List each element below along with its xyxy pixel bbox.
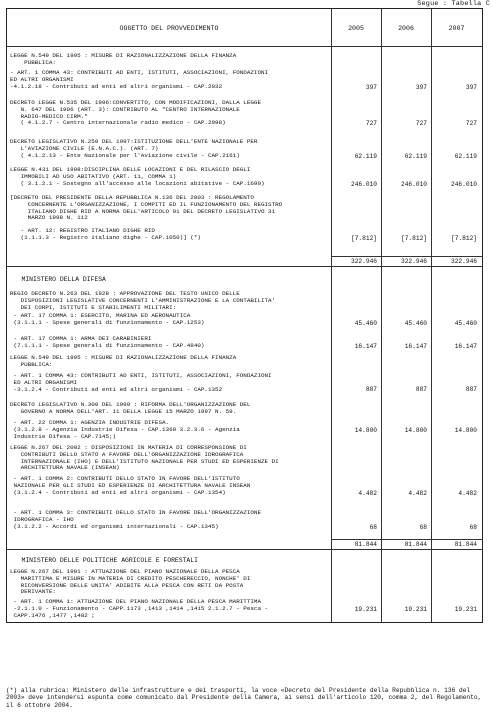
row-value: [7.812] <box>451 235 477 242</box>
row-value: 397 <box>415 84 427 91</box>
ministry-heading: MINISTERO DELLA DIFESA <box>10 276 106 283</box>
col-divider <box>431 9 432 622</box>
row-value: 45.460 <box>454 320 477 327</box>
row-value: 68 <box>369 524 377 531</box>
row-text: LEGGE N.549 DEL 1995 : MISURE DI RAZIONALIZZAZIONE DELLA FINANZA PUBBLICA: <box>10 354 237 368</box>
row-value: 16.147 <box>404 343 427 350</box>
row-value: 19.231 <box>404 606 427 613</box>
ministry-heading: MINISTERO DELLE POLITICHE AGRICOLE E FORESTALI <box>10 557 198 564</box>
appropriations-table <box>6 8 483 623</box>
row-value: 14.800 <box>454 427 477 434</box>
row-text: DECRETO LEGISLATIVO N.300 DEL 1999 : RIFORMA DELL'ORGANIZZAZIONE DEL GOVERNO A NORMA DELL'ART. 11 DELLA LEGGE 15 MARZO 1997 N. 59. <box>10 401 251 415</box>
section-rule <box>7 266 482 267</box>
row-value: 16.147 <box>354 343 377 350</box>
row-text: - ART. 17 COMMA 1: ARMA DEI CARABINIERI (7.1.1.1 - Spese generali di funzionamento - CAP.4840) <box>13 335 205 349</box>
row-value: 16.147 <box>454 343 477 350</box>
row-text: LEGGE N.431 DEL 1998:DISCIPLINA DELLE LOCAZIONI E DEL RILASCIO DEGLI IMMOBILI AD USO ABITATIVO (ART. 11, COMMA 1) ( 3.1.2.1 - Sostegno all'accesso alle locazioni abitative - CAP.1690) <box>10 166 265 187</box>
row-value: 14.800 <box>404 427 427 434</box>
row-value: 4.482 <box>408 490 427 497</box>
row-text: DECRETO LEGISLATIVO N.250 DEL 1997:ISTITUZIONE DELL'ENTE NAZIONALE PER L'AVIAZIONE CIVILE (E.N.A.C.). (ART. 7) ( 4.1.2.13 - Ente Nazionale per l'Aviazione civile - CAP.2161) <box>10 138 258 159</box>
row-text: - ART. 1 COMMA 2: CONTRIBUTI DELLO STATO IN FAVORE DELL'ISTITUTO NAZIONALE PER GLI STUDI ED ESPERIENZE DI ARCHITETTURA NAVALE INSEAN (3.1.2.4 - Contributi ad enti ed altri organismi - CAP.1354) <box>13 475 251 496</box>
row-value: 246.010 <box>351 181 377 188</box>
row-text: LEGGE N.267 DEL 1991 : ATTUAZIONE DEL PIANO NAZIONALE DELLA PESCA MARITTIMA E MISURE IN MATERIA DI CREDITO PESCHERECCIO, NONCHE' DI RICONVERSIONE DELLE UNITA' ADIBITE ALLA PESCA CON RETI DA POSTA DERIVANTE: <box>10 568 251 596</box>
row-text: DECRETO LEGGE N.535 DEL 1996:CONVERTITO, CON MODIFICAZIONI, DALLA LEGGE N. 647 DEL 1996 (ART. 3): CONTRIBUTO AL "CENTRO INTERNAZIONALE RADIO-MEDICO CIRM." ( 4.1.2.7 - Centro internazionale radio medico - CAP.2098) <box>10 99 261 127</box>
row-text: - ART. 12: REGISTRO ITALIANO DIGHE RID (1.1.1.3 - Registro italiano dighe - CAP.1050)] (*) <box>20 227 201 241</box>
row-value: 19.231 <box>454 606 477 613</box>
row-value: 19.231 <box>354 606 377 613</box>
subtotal-rule <box>331 256 482 257</box>
row-value: 246.010 <box>451 181 477 188</box>
header-year: 2006 <box>398 25 414 32</box>
col-divider <box>331 9 332 622</box>
row-value: 246.010 <box>401 181 427 188</box>
row-value: 4.482 <box>458 490 477 497</box>
continuation-label: Segue : Tabella C <box>417 0 490 8</box>
row-value: 397 <box>365 84 377 91</box>
row-value: 14.800 <box>354 427 377 434</box>
header-year: 2007 <box>448 25 465 32</box>
row-value: 887 <box>415 386 427 393</box>
row-value: 887 <box>365 386 377 393</box>
row-text: LEGGE N.267 DEL 2002 : DISPOSIZIONI IN MATERIA DI CORRESPONSIONE DI CONTRIBUTI DELLO STATO A FAVORE DELL'ORGANIZZAZIONE IDROGRAFICA INTERNAZIONALE (IHO) E DELL'ISTITUTO NAZIONALE PER STUDI ED ESPERIENZE DI ARCHITETTURA NAVALE (INSEAN) <box>10 444 279 472</box>
row-text: - ART. 17 COMMA 1: ESERCITO, MARINA ED AERONAUTICA (3.1.1.1 - Spese generali di funzionamento - CAP.1253) <box>13 312 205 326</box>
row-value: [7.812] <box>351 235 377 242</box>
row-text: - ART. 1 COMMA 43: CONTRIBUTI AD ENTI, ISTITUTI, ASSOCIAZIONI, FONDAZIONI ED ALTRI ORGANISMI -3.1.2.4 - Contributi ad enti ed altri organismi - CAP.1352 <box>13 372 272 393</box>
row-value: 62.119 <box>404 153 427 160</box>
row-value: 727 <box>465 120 477 127</box>
row-value: 62.119 <box>454 153 477 160</box>
row-value: 68 <box>469 524 477 531</box>
footnote: (*) alla rubrica: Ministero delle infrastrutture e dei trasporti, la voce «Decreto del Presidente della Repubblica n. 136 del 2003» deve intendersi espunta come comunicato dal Presidente della Camera, ai sensi dell'articolo 120, comma 2, del Regolamento, il 6 ottobre 2004. <box>6 687 482 709</box>
row-value: 68 <box>419 524 427 531</box>
subtotal-value: 322.946 <box>451 258 477 265</box>
row-value: 62.119 <box>354 153 377 160</box>
row-value: 727 <box>365 120 377 127</box>
subtotal-rule <box>331 539 482 540</box>
row-value: 45.460 <box>354 320 377 327</box>
section-rule <box>7 549 482 550</box>
row-value: 397 <box>465 84 477 91</box>
row-value: 887 <box>465 386 477 393</box>
row-text: [DECRETO DEL PRESIDENTE DELLA REPUBBLICA N.136 DEL 2003 : REGOLAMENTO CONCERNENTE L'ORGANIZZAZIONE, I COMPITI ED IL FUNZIONAMENTO DEL REGISTRO ITALIANO DIGHE RID A NORMA DELL'ARTICOLO 91 DEL DECRETO LEGISLATIVO 31 MARZO 1998 N. 112 <box>10 194 283 222</box>
row-text: - ART. 1 COMMA 43: CONTRIBUTI AD ENTI, ISTITUTI, ASSOCIAZIONI, FONDAZIONI ED ALTRI ORGANISMI -4.1.2.18 - Contributi ad enti ed altri organismi - CAP.2032 <box>10 69 269 90</box>
row-text: - ART. 1 COMMA 1: ATTUAZIONE DEL PIANO NAZIONALE DELLA PESCA MARITTIMA -2.1.1.0 - Funzionamento - CAPP.1173 ,1413 ,1414 ,1415 2.1.2.7 - Pesca - CAPP.1476 ,1477 ,1482 ; <box>13 598 269 619</box>
header-subject: OGGETTO DEL PROVVEDIMENTO <box>119 25 219 32</box>
row-text: LEGGE N.549 DEL 1995 : MISURE DI RAZIONALIZZAZIONE DELLA FINANZA PUBBLICA: <box>10 52 237 66</box>
subtotal-value: 322.946 <box>351 258 377 265</box>
subtotal-value: 81.844 <box>404 541 427 548</box>
row-text: - ART. 22 COMMA 1: AGENZIA INDUSTRIE DIFESA. (3.1.2.8 - Agenzia Industrie Difesa - CAP.1360 3.2.3.6 - Agenzia Industrie Difesa - CAP.7145;) <box>13 419 240 440</box>
row-text: REGIO DECRETO N.263 DEL 1928 : APPROVAZIONE DEL TESTO UNICO DELLE DISPOSIZIONI LEGISLATIVE CONCERNENTI L'AMMINISTRAZIONE E LA CONTABILITA' DEI CORPI, ISTITUTI E STABILIMENTI MILITARI: <box>10 290 276 311</box>
header-rule <box>7 46 482 47</box>
subtotal-value: 81.844 <box>354 541 377 548</box>
header-year: 2005 <box>348 25 364 32</box>
col-divider <box>381 9 382 622</box>
row-value: 45.460 <box>404 320 427 327</box>
subtotal-value: 322.946 <box>401 258 427 265</box>
row-text: - ART. 1 COMMA 3: CONTRIBUTI DELLO STATO IN FAVORE DELL'ORGANIZZAZIONE IDROGRAFICA - IHO (3.1.2.2 - Accordi ed organismi internazionali - CAP.1345) <box>13 509 261 530</box>
row-value: 727 <box>415 120 427 127</box>
row-value: [7.812] <box>401 235 427 242</box>
row-value: 4.482 <box>358 490 377 497</box>
subtotal-value: 81.844 <box>454 541 477 548</box>
